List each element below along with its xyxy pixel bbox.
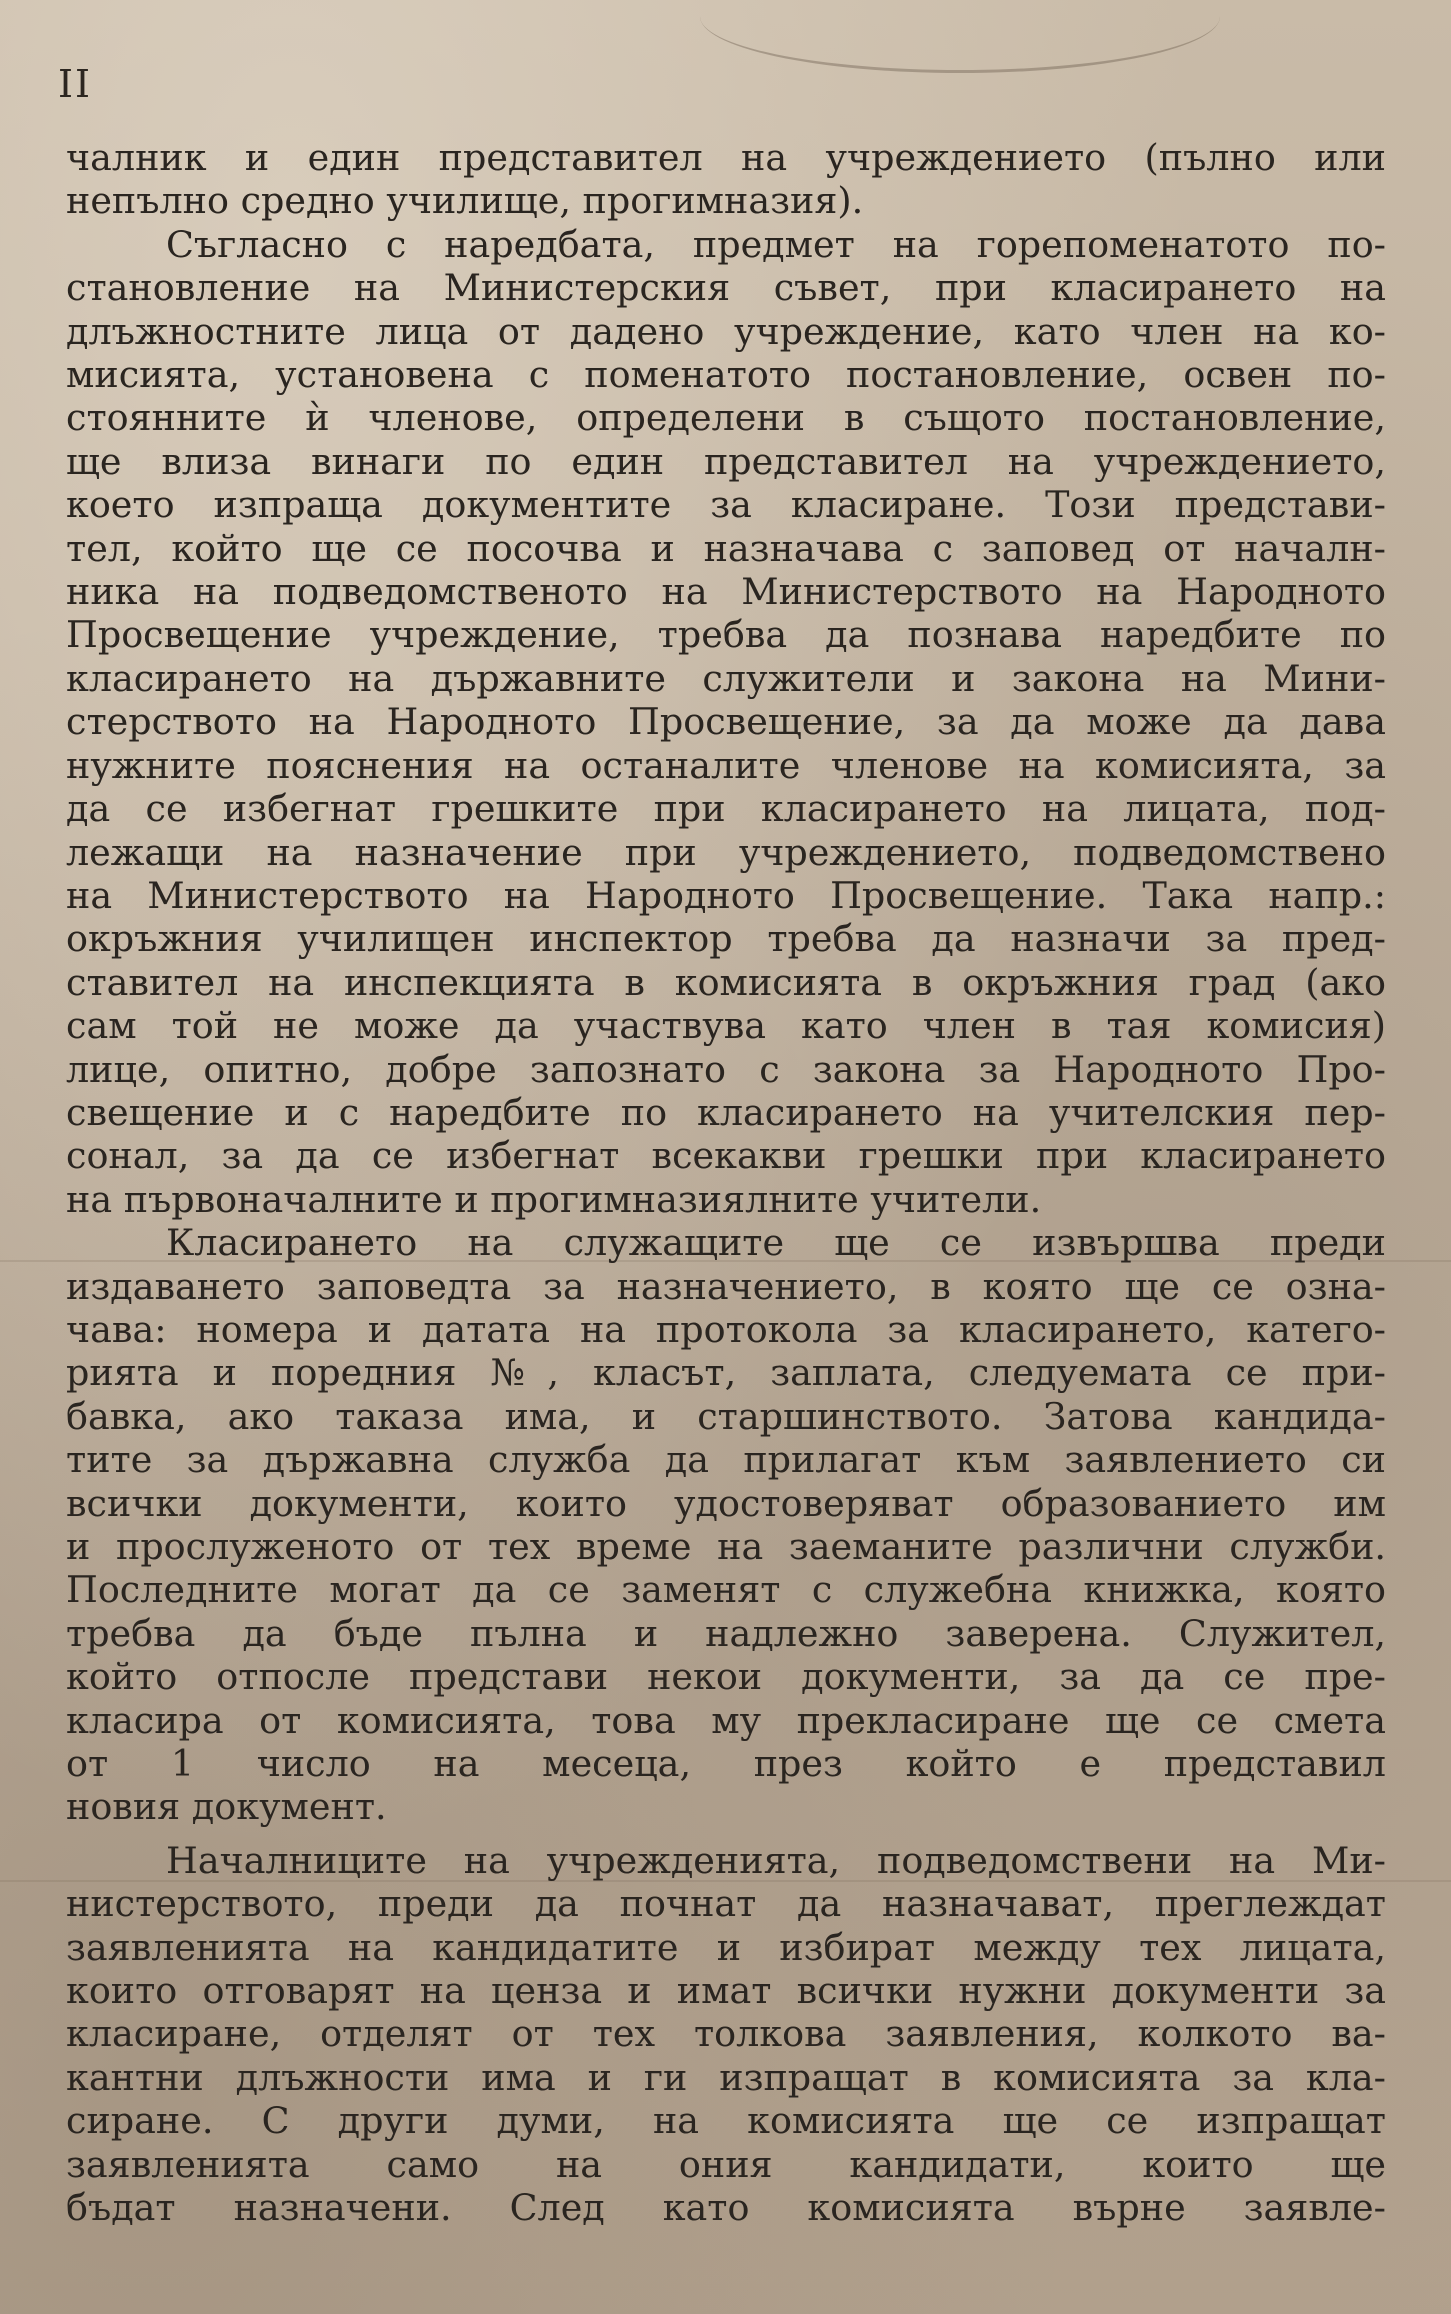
text-line: които отговарят на ценза и имат всички нужни документи за — [66, 1969, 1386, 2013]
text-line: мисията, установена с поменатото постановление, освен по- — [66, 353, 1386, 397]
text-line: бавка, ако таказа има, и старшинството. Затова кандида- — [66, 1394, 1386, 1438]
text-line: стерството на Народното Просвещение, за да може да дава — [66, 700, 1386, 744]
text-line: новия документ. — [66, 1785, 387, 1829]
text-line: издаването заповедта за назначението, в която ще се озна- — [66, 1264, 1386, 1308]
text-line: нистерството, преди да почнат да назначават, преглеждат — [66, 1882, 1386, 1926]
text-line: окръжния училищен инспектор требва да назначи за пред- — [66, 917, 1386, 961]
text-line: лице, опитно, добре запознато с закона за Народното Про- — [66, 1047, 1386, 1091]
text-line: непълно средно училище, прогимназия). — [66, 179, 864, 223]
text-line: стоянните ѝ членове, определени в същото постановление, — [66, 396, 1386, 440]
text-line: ника на подведомственото на Министерството на Народното — [66, 570, 1386, 614]
text-line: тел, който ще се посочва и назначава с заповед от началн- — [66, 526, 1386, 570]
page-number: II — [58, 62, 93, 106]
text-line: на Министерството на Народното Просвещение. Така напр.: — [66, 873, 1386, 917]
text-line: от 1 число на месеца, през който е представил — [66, 1742, 1386, 1786]
paper-stain — [700, 0, 1220, 73]
text-line: чалник и един представител на учреждението (пълно или — [66, 136, 1386, 179]
text-line: чава: номера и датата на протокола за класирането, катего- — [66, 1307, 1386, 1351]
text-line: рията и поредния №, класът, заплата, следуемата се при- — [66, 1351, 1386, 1395]
text-line: всички документи, които удостоверяват образованието им — [66, 1481, 1386, 1525]
text-line: лежащи на назначение при учреждението, подведомствено — [66, 830, 1386, 874]
text-line: класира от комисията, това му прекласиране ще се смета — [66, 1698, 1386, 1742]
text-line: и прослуженото от тех време на заеманите различни служби. — [66, 1525, 1386, 1568]
text-line: свещение и с наредбите по класирането на учителския пер- — [66, 1090, 1386, 1134]
text-line: требва да бъде пълна и надлежно заверена. Служител, — [66, 1611, 1386, 1655]
text-line: да се избегнат грешките при класирането на лицата, под- — [66, 787, 1386, 831]
text-line: сонал, за да се избегнат всекакви грешки при класирането — [66, 1134, 1386, 1178]
text-line: Просвещение учреждение, требва да познава наредбите по — [66, 613, 1386, 657]
text-line: длъжностните лица от дадено учреждение, като член на ко- — [66, 309, 1386, 353]
text-line: ставител на инспекцията в комисията в окръжния град (ако — [66, 960, 1386, 1004]
text-line: сам той не може да участвува като член в тая комисия) — [66, 1004, 1386, 1048]
text-line: което изпраща документите за класиране. Този представи- — [66, 483, 1386, 527]
text-line: заявленията на кандидатите и избират между тех лицата, — [66, 1925, 1386, 1969]
text-line: Началниците на учрежденията, подведомствени на Ми- — [166, 1838, 1386, 1882]
text-line: бъдат назначени. След като комисията върне заявле- — [66, 2186, 1386, 2230]
text-line: Последните могат да се заменят с служебна книжка, която — [66, 1568, 1386, 1612]
text-line: нужните пояснения на останалите членове на комисията, за — [66, 743, 1386, 787]
text-line: на първоначалните и прогимназиялните учители. — [66, 1177, 1042, 1221]
text-line: Класирането на служащите ще се извършва преди — [166, 1221, 1386, 1265]
body-text — [66, 136, 1386, 2230]
text-line: становление на Министерския съвет, при класирането на — [66, 266, 1386, 310]
text-line: кантни длъжности има и ги изпращат в комисията за кла- — [66, 2055, 1386, 2099]
text-line: заявленията само на ония кандидати, които ще — [66, 2142, 1386, 2186]
text-line: класиране, отделят от тех толкова заявления, колкото ва- — [66, 2012, 1386, 2056]
text-line: ще влиза винаги по един представител на учреждението, — [66, 439, 1386, 483]
text-line: сиране. С други думи, на комисията ще се изпращат — [66, 2099, 1386, 2143]
text-line: Съгласно с наредбата, предмет на горепоменатото по- — [166, 222, 1386, 266]
text-line: класирането на държавните служители и закона на Мини- — [66, 656, 1386, 700]
text-line: който отпосле представи некои документи, за да се пре- — [66, 1655, 1386, 1699]
text-line: тите за държавна служба да прилагат към заявлението си — [66, 1438, 1386, 1482]
